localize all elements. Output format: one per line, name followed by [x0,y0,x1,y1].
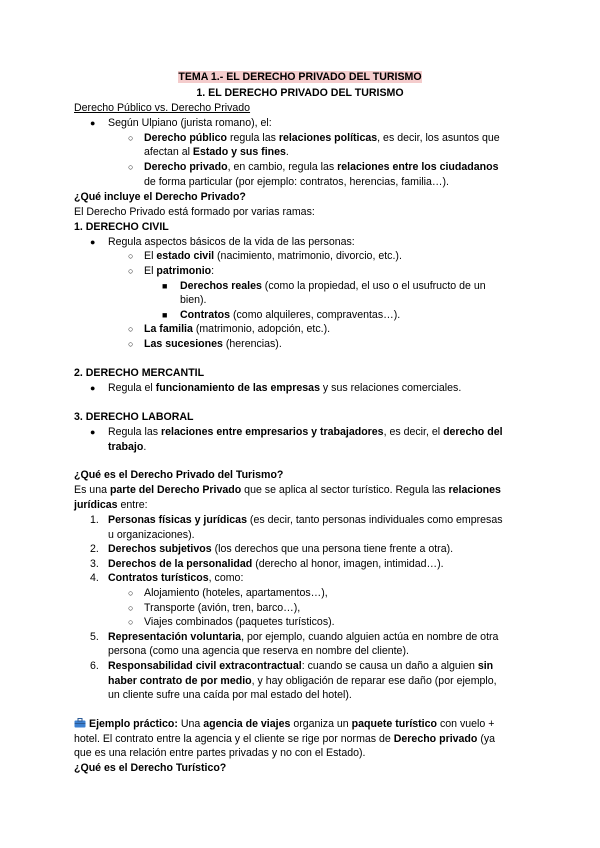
bullet-square: ■ [162,310,168,320]
publico-line-2: afectan al Estado y sus fines. [144,146,289,158]
q2-answer-line-2: jurídicas entre: [74,499,148,511]
laboral-item-cont: trabajo. [108,441,147,453]
list-number: 4. [90,572,99,584]
alojamiento-item: Alojamiento (hoteles, apartamentos…), [144,587,328,599]
list-number: 6. [90,660,99,672]
question-3: ¿Qué es el Derecho Turístico? [74,762,227,774]
bullet-circle: ○ [128,324,134,334]
list-item-6-cont2: un cliente sufre una caída por mal estado del hotel). [108,689,352,701]
list-item-6: Responsabilidad civil extracontractual: cuando se causa un daño a alguien sin [108,660,494,672]
topic-title: TEMA 1.- EL DERECHO PRIVADO DEL TURISMO [178,71,422,83]
list-item-2: Derechos subjetivos (los derechos que una persona tiene frente a otra). [108,543,454,555]
contratos-item: Contratos (como alquileres, compraventas…). [180,309,401,321]
list-item-3: Derechos de la personalidad (derecho al honor, imagen, intimidad…). [108,558,444,570]
civil-item: Regula aspectos básicos de la vida de las personas: [108,236,355,248]
familia-item: La familia (matrimonio, adopción, etc.). [144,323,331,335]
list-item-1-cont: u organizaciones). [108,529,195,541]
privado-line-2: de forma particular (por ejemplo: contratos, herencias, familia…). [144,176,449,188]
derechos-reales-item: Derechos reales (como la propiedad, el uso o el usufructo de un [180,280,486,292]
list-item-6-cont: haber contrato de por medio, y hay obligación de reparar ese daño (por ejemplo, [108,675,497,687]
viajes-item: Viajes combinados (paquetes turísticos). [144,616,335,628]
list-number: 5. [90,631,99,643]
patrimonio-item: El patrimonio: [144,265,215,277]
bullet-circle: ○ [128,588,134,598]
bullet-circle: ○ [128,339,134,349]
question-2: ¿Qué es el Derecho Privado del Turismo? [74,469,284,481]
privado-line-1: Derecho privado, en cambio, regula las relaciones entre los ciudadanos [144,161,499,173]
list-item-5: Representación voluntaria, por ejemplo, cuando alguien actúa en nombre de otra [108,631,499,643]
laboral-item: Regula las relaciones entre empresarios y trabajadores, es decir, el derecho del [108,426,503,438]
bullet-circle: ○ [128,603,134,613]
bullet-square: ■ [162,281,168,291]
list-number: 2. [90,543,99,555]
mercantil-item: Regula el funcionamiento de las empresas y sus relaciones comerciales. [108,382,462,394]
example-line-2: hotel. El contrato entre la agencia y el cliente se rige por normas de Derecho privado (ya [74,733,496,745]
laboral-heading: 3. DERECHO LABORAL [74,411,194,423]
bullet-circle: ○ [128,162,134,172]
bullet-disc: ● [90,383,96,393]
transporte-item: Transporte (avión, tren, barco…), [144,602,301,614]
bullet-circle: ○ [128,266,134,276]
list-item-1: Personas físicas y jurídicas (es decir, tanto personas individuales como empresas [108,514,503,526]
bullet-circle: ○ [128,133,134,143]
bullet-circle: ○ [128,251,134,261]
bullet-disc: ● [90,118,96,128]
section-title: 1. EL DERECHO PRIVADO DEL TURISMO [196,87,404,99]
bullet-disc: ● [90,237,96,247]
ulpiano-text: Según Ulpiano (jurista romano), el: [108,117,272,129]
list-number: 3. [90,558,99,570]
bullet-circle: ○ [128,617,134,627]
publico-line-1: Derecho público regula las relaciones políticas, es decir, los asuntos que [144,132,500,144]
answer-1: El Derecho Privado está formado por varias ramas: [74,206,315,218]
question-1: ¿Qué incluye el Derecho Privado? [74,191,246,203]
list-item-5-cont: persona (como una agencia que reserva en nombre del cliente). [108,645,409,657]
estado-civil-item: El estado civil (nacimiento, matrimonio, divorcio, etc.). [144,250,402,262]
mercantil-heading: 2. DERECHO MERCANTIL [74,367,205,379]
bullet-disc: ● [90,427,96,437]
civil-heading: 1. DERECHO CIVIL [74,221,169,233]
derechos-reales-cont: bien). [180,294,207,306]
list-item-4: Contratos turísticos, como: [108,572,244,584]
example-line-1: Ejemplo práctico: Una agencia de viajes organiza un paquete turístico con vuelo + [74,717,494,731]
suitcase-icon [74,718,86,728]
list-number: 1. [90,514,99,526]
sucesiones-item: Las sucesiones (herencias). [144,338,282,350]
q2-answer-line-1: Es una parte del Derecho Privado que se aplica al sector turístico. Regula las relaciones [74,484,501,496]
subheading: Derecho Público vs. Derecho Privado [74,102,251,114]
example-line-3: que es una relación entre partes privadas y no con el Estado). [74,747,366,759]
